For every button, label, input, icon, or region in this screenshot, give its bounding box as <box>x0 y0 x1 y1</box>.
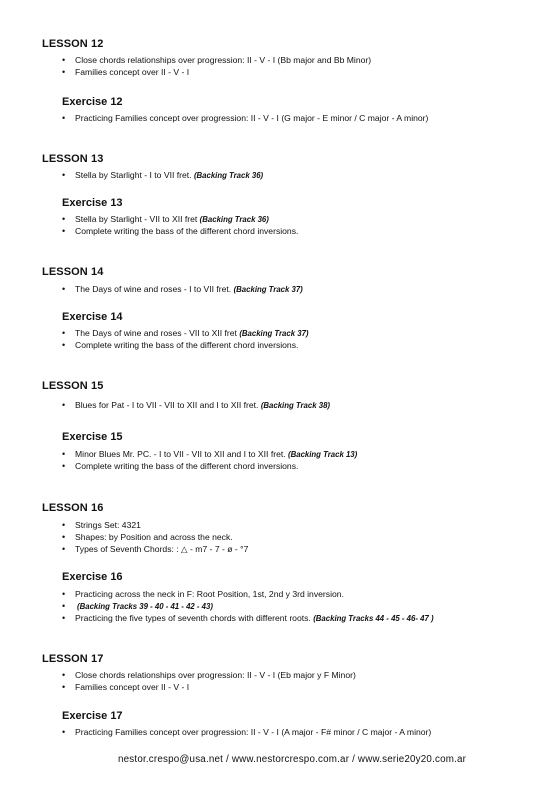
lesson-17-list <box>62 670 356 694</box>
list-item: • Blues for Pat - I to VII - VII to XII and I to XII fret. (Backing Track 38) <box>62 400 330 412</box>
list-item: • Families concept over II - V - I <box>62 67 371 79</box>
exercise-12-list <box>62 113 428 125</box>
lesson-16-title: LESSON 16 <box>42 502 104 514</box>
list-item: • Practicing Families concept over progression: II - V - I (G major - E minor / C major - A minor) <box>62 113 428 125</box>
exercise-16-title: Exercise 16 <box>62 571 123 583</box>
list-item: • Complete writing the bass of the different chord inversions. <box>62 340 309 352</box>
list-item: • The Days of wine and roses - VII to XII fret (Backing Track 37) <box>62 328 309 340</box>
exercise-13-title: Exercise 13 <box>62 197 123 209</box>
list-item: • Practicing across the neck in F: Root Position, 1st, 2nd y 3rd inversion. <box>62 589 434 601</box>
list-item: • Complete writing the bass of the different chord inversions. <box>62 226 298 238</box>
exercise-15-list <box>62 449 357 473</box>
list-item: • Families concept over II - V - I <box>62 682 356 694</box>
lesson-12-list <box>62 55 371 79</box>
exercise-17-list <box>62 727 431 739</box>
list-item: • (Backing Tracks 39 - 40 - 41 - 42 - 43) <box>62 601 434 613</box>
lesson-12-title: LESSON 12 <box>42 38 104 50</box>
lesson-14-list <box>62 284 303 296</box>
lesson-13-title: LESSON 13 <box>42 153 104 165</box>
exercise-14-list <box>62 328 309 352</box>
exercise-15-title: Exercise 15 <box>62 431 123 443</box>
list-item: • Complete writing the bass of the different chord inversions. <box>62 461 357 473</box>
list-item: • Shapes: by Position and across the neck. <box>62 532 248 544</box>
footer-contact: nestor.crespo@usa.net / www.nestorcrespo.com.ar / www.serie20y20.com.ar <box>118 754 467 765</box>
exercise-12-title: Exercise 12 <box>62 96 123 108</box>
list-item: • Stella by Starlight - VII to XII fret (Backing Track 36) <box>62 214 298 226</box>
list-item: • The Days of wine and roses - I to VII fret. (Backing Track 37) <box>62 284 303 296</box>
lesson-14-title: LESSON 14 <box>42 266 104 278</box>
lesson-16-list <box>62 520 248 555</box>
exercise-16-list <box>62 589 434 624</box>
list-item: • Stella by Starlight - I to VII fret. (Backing Track 36) <box>62 170 263 182</box>
list-item: • Practicing the five types of seventh chords with different roots. (Backing Tracks 44 - 45 - 46- 47 ) <box>62 613 434 625</box>
exercise-13-list <box>62 214 298 238</box>
exercise-14-title: Exercise 14 <box>62 311 123 323</box>
list-item: • Types of Seventh Chords: : △ - m7 - 7 - ø - °7 <box>62 544 248 556</box>
lesson-17-title: LESSON 17 <box>42 653 104 665</box>
lesson-15-list <box>62 400 330 412</box>
list-item: • Strings Set: 4321 <box>62 520 248 532</box>
lesson-15-title: LESSON 15 <box>42 380 104 392</box>
exercise-17-title: Exercise 17 <box>62 710 123 722</box>
list-item: • Close chords relationships over progression: II - V - I (Eb major y F Minor) <box>62 670 356 682</box>
list-item: • Close chords relationships over progression: II - V - I (Bb major and Bb Minor) <box>62 55 371 67</box>
lesson-13-list <box>62 170 263 182</box>
list-item: • Minor Blues Mr. PC. - I to VII - VII to XII and I to XII fret. (Backing Track 13) <box>62 449 357 461</box>
list-item: • Practicing Families concept over progression: II - V - I (A major - F# minor / C major - A minor) <box>62 727 431 739</box>
